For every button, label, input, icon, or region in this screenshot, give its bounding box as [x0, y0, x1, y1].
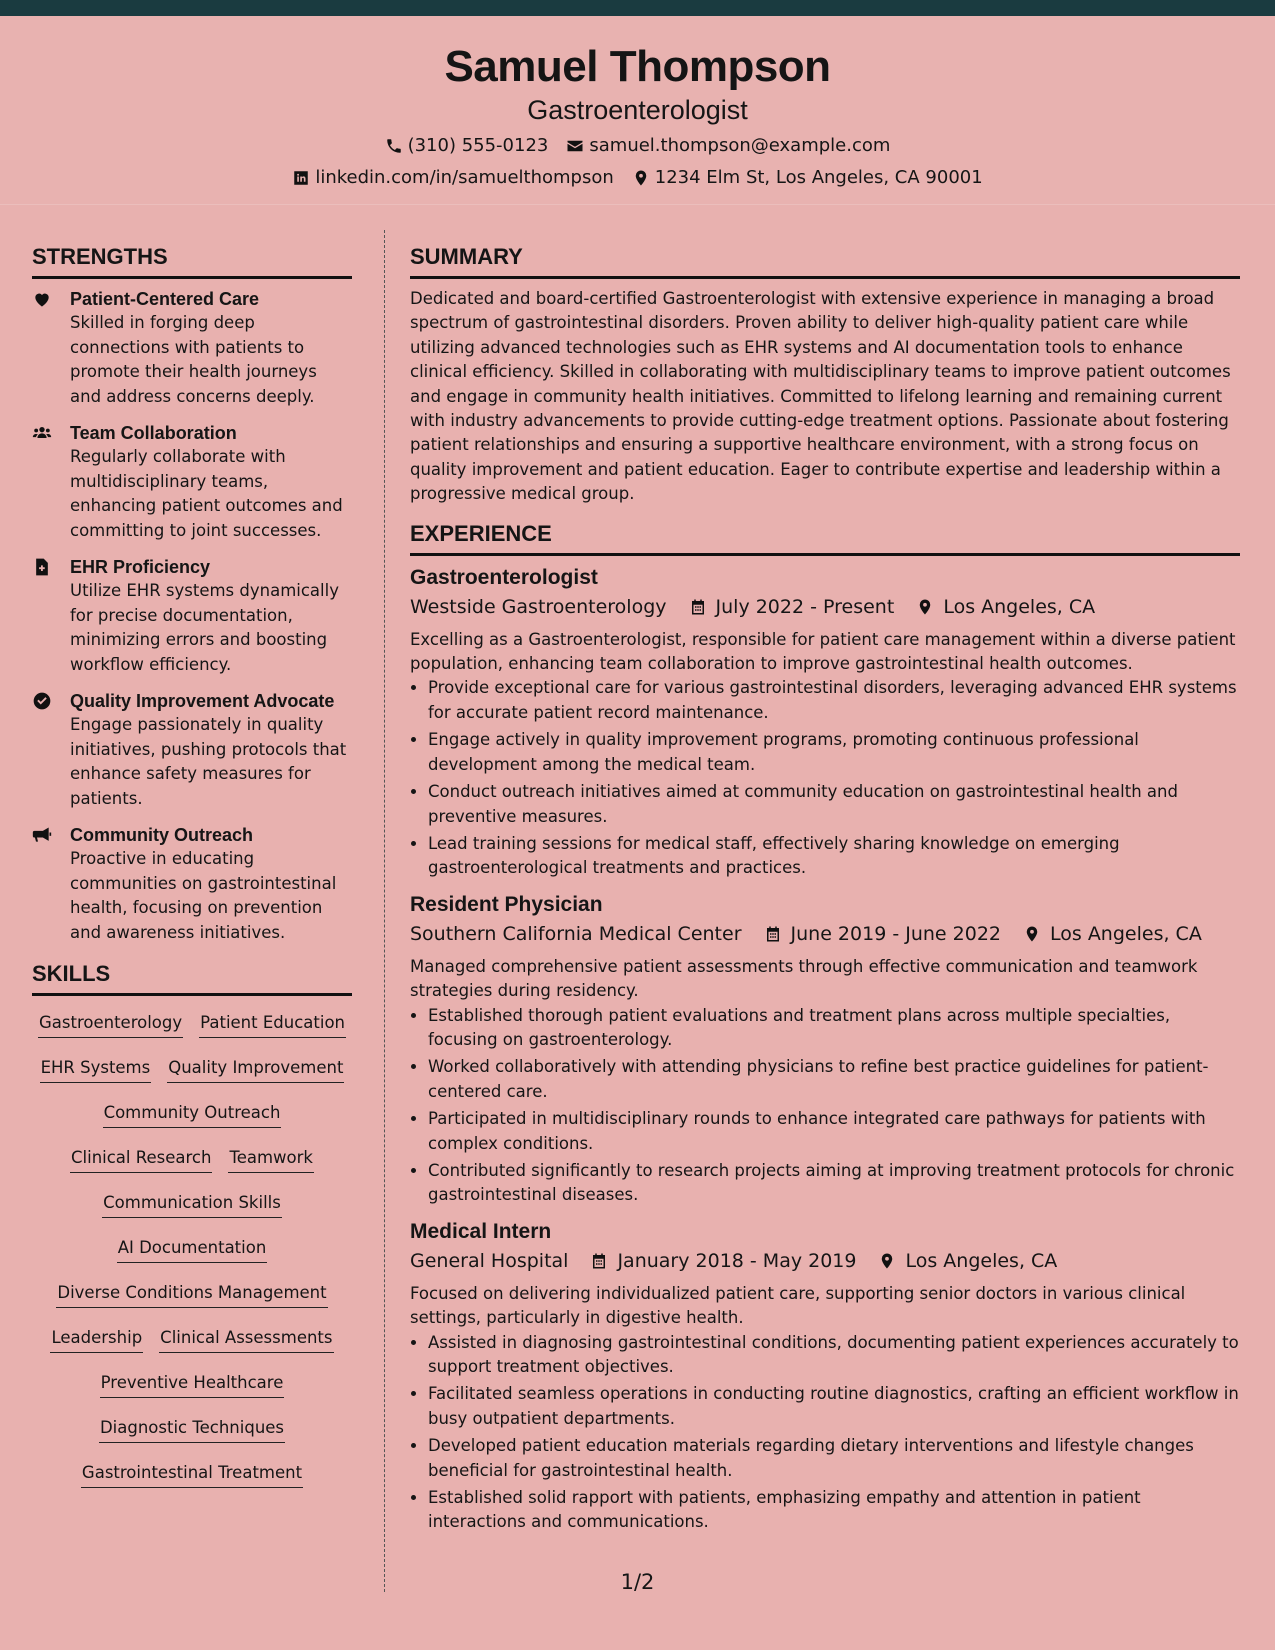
- strength-desc: Proactive in educating communities on gastrointestinal health, focusing on prevention and awareness initiatives.: [70, 849, 337, 942]
- candidate-title: Gastroenterologist: [527, 95, 748, 125]
- summary-text: Dedicated and board-certified Gastroenterologist with extensive experience in managing a broad spectrum of gastrointestinal disorders. Proven ability to deliver high-quality patient care while utilizing advanced technologies such as EHR systems and AI documentation tools to enhance clinical efficiency. Skilled in collaborating with multidisciplinary teams to improve patient outcomes and engage in community health initiatives. Committed to lifelong learning and remaining current with industry advancements to provide cutting-edge treatment options. Passionate about fostering patient relationships and ensuring a supportive healthcare environment, with a strong focus on quality improvement and patient education. Eager to contribute expertise and leadership within a progressive medical group.: [410, 289, 1231, 504]
- strength-item: [32, 555, 352, 677]
- skill-tag: Communication Skills: [102, 1190, 282, 1218]
- job-bullet: • Engage actively in quality improvement programs, promoting continuous professional development among the medical team.: [428, 728, 1240, 777]
- skill-tag: Clinical Assessments: [159, 1325, 333, 1353]
- job-bullet: • Contributed significantly to research projects aiming at improving treatment protocols for chronic gastrointestinal diseases.: [428, 1159, 1240, 1208]
- job-bullet: • Conduct outreach initiatives aimed at community education on gastrointestinal health and preventive measures.: [428, 780, 1240, 829]
- left-column: [32, 244, 352, 1505]
- skill-tag: Community Outreach: [103, 1100, 282, 1128]
- skill-tag: Gastroenterology: [38, 1010, 183, 1038]
- job-bullet: • Established solid rapport with patients, emphasizing empathy and attention in patient interactions and communications.: [428, 1486, 1240, 1535]
- candidate-name: Samuel Thompson: [444, 42, 831, 91]
- job-title: Gastroenterologist: [410, 565, 598, 589]
- strength-item: [32, 421, 352, 543]
- job-bullet: • Assisted in diagnosing gastrointestinal conditions, documenting patient experiences accurately to support treatment objectives.: [428, 1331, 1240, 1380]
- job-bullet: • Facilitated seamless operations in conducting routine diagnostics, crafting an efficient workflow in busy outpatient departments.: [428, 1382, 1240, 1431]
- job-dates: July 2022 - Present: [715, 595, 895, 618]
- job-bullet: • Lead training sessions for medical staff, effectively sharing knowledge on emerging gastroenterological treatments and practices.: [428, 832, 1240, 881]
- job-company: Westside Gastroenterology: [410, 595, 667, 618]
- calendar-icon: [764, 925, 782, 943]
- job-bullets: [410, 1004, 1240, 1208]
- contact-email[interactable]: [566, 134, 890, 158]
- job-dates: June 2019 - June 2022: [790, 922, 1001, 945]
- map-pin-icon: [916, 598, 934, 616]
- job-bullet: • Participated in multidisciplinary rounds to enhance integrated care pathways for patients with complex conditions.: [428, 1107, 1240, 1156]
- strength-title: EHR Proficiency: [70, 557, 211, 577]
- strength-title: Team Collaboration: [70, 423, 237, 443]
- skill-tag: Quality Improvement: [167, 1055, 344, 1083]
- job-entry: [410, 564, 1240, 881]
- job-bullet: • Provide exceptional care for various gastrointestinal disorders, leveraging advanced EHR systems for accurate patient record maintenance.: [428, 676, 1240, 725]
- linkedin-text: linkedin.com/in/samuelthompson: [315, 167, 614, 188]
- job-meta: [410, 919, 1240, 949]
- job-title: Resident Physician: [410, 892, 603, 916]
- skill-tag: Diagnostic Techniques: [99, 1415, 285, 1443]
- job-title: Medical Intern: [410, 1219, 552, 1243]
- strength-item: [32, 823, 352, 945]
- job-entry: [410, 1218, 1240, 1535]
- job-location: Los Angeles, CA: [905, 1249, 1058, 1272]
- page-number: 1/2: [620, 1570, 655, 1594]
- strength-desc: Regularly collaborate with multidisciplinary teams, enhancing patient outcomes and committing to joint successes.: [70, 447, 343, 540]
- job-description: Excelling as a Gastroenterologist, responsible for patient care management within a diverse patient population, enhancing team collaboration to improve gastrointestinal health outcomes.: [410, 629, 1236, 674]
- check-circle-icon: [32, 691, 52, 711]
- column-divider: [384, 230, 385, 1592]
- job-bullets: [410, 1331, 1240, 1535]
- job-meta: [410, 1246, 1240, 1276]
- skill-tag: Clinical Research: [70, 1145, 212, 1173]
- strength-title: Community Outreach: [70, 825, 254, 845]
- skill-tag: EHR Systems: [40, 1055, 152, 1083]
- strength-item: [32, 287, 352, 409]
- skill-tag: Teamwork: [228, 1145, 314, 1173]
- calendar-icon: [590, 1252, 608, 1270]
- contact-row-1: [0, 134, 1275, 158]
- experience-heading: EXPERIENCE: [410, 521, 1240, 556]
- job-description: Managed comprehensive patient assessments through effective communication and teamwork strategies during residency.: [410, 956, 1198, 1001]
- envelope-icon: [566, 137, 584, 155]
- contact-linkedin[interactable]: [292, 166, 613, 190]
- skills-list: [32, 1004, 352, 1505]
- users-icon: [32, 423, 52, 443]
- strength-item: [32, 689, 352, 811]
- linkedin-icon: [292, 169, 310, 187]
- calendar-icon: [689, 598, 707, 616]
- job-bullet: • Worked collaboratively with attending physicians to refine best practice guidelines for patient-centered care.: [428, 1055, 1240, 1104]
- skill-tag: Diverse Conditions Management: [56, 1280, 327, 1308]
- strength-desc: Engage passionately in quality initiatives, pushing protocols that enhance safety measures for patients.: [70, 715, 347, 808]
- phone-text: (310) 555-0123: [407, 135, 549, 156]
- skill-tag: Patient Education: [199, 1010, 346, 1038]
- file-medical-icon: [32, 557, 52, 577]
- job-entry: [410, 891, 1240, 1208]
- job-bullet: • Established thorough patient evaluations and treatment plans across multiple specialties, focusing on gastroenterology.: [428, 1004, 1240, 1053]
- contact-phone: [385, 134, 549, 158]
- map-pin-icon: [632, 169, 650, 187]
- strength-desc: Skilled in forging deep connections with patients to promote their health journeys and address concerns deeply.: [70, 313, 317, 406]
- job-bullet: • Developed patient education materials regarding dietary interventions and lifestyle changes beneficial for gastrointestinal health.: [428, 1434, 1240, 1483]
- heart-icon: [32, 289, 52, 309]
- job-meta: [410, 592, 1240, 622]
- skill-tag: Gastrointestinal Treatment: [81, 1460, 303, 1488]
- map-pin-icon: [878, 1252, 896, 1270]
- strength-title: Quality Improvement Advocate: [70, 691, 335, 711]
- skill-tag: Preventive Healthcare: [100, 1370, 285, 1398]
- contact-address: [632, 166, 983, 190]
- skills-heading: SKILLS: [32, 961, 352, 996]
- summary-heading: SUMMARY: [410, 244, 1240, 279]
- right-column: [410, 244, 1240, 1545]
- job-description: Focused on delivering individualized patient care, supporting senior doctors in various clinical settings, particularly in digestive health.: [410, 1283, 1186, 1328]
- job-location: Los Angeles, CA: [1050, 922, 1202, 945]
- strength-desc: Utilize EHR systems dynamically for precise documentation, minimizing errors and boosting workflow efficiency.: [70, 581, 339, 674]
- map-pin-icon: [1023, 925, 1041, 943]
- strength-title: Patient-Centered Care: [70, 289, 260, 309]
- address-text: 1234 Elm St, Los Angeles, CA 90001: [654, 167, 983, 188]
- skill-tag: Leadership: [50, 1325, 143, 1353]
- phone-icon: [385, 137, 403, 155]
- contact-row-2: [0, 166, 1275, 190]
- job-company: Southern California Medical Center: [410, 922, 742, 945]
- strengths-heading: STRENGTHS: [32, 244, 352, 279]
- resume-header: [0, 16, 1275, 205]
- skill-tag: AI Documentation: [117, 1235, 268, 1263]
- top-accent-bar: [0, 0, 1275, 16]
- email-text: samuel.thompson@example.com: [589, 135, 891, 156]
- bullhorn-icon: [32, 825, 52, 845]
- job-location: Los Angeles, CA: [943, 595, 1096, 618]
- job-company: General Hospital: [410, 1249, 569, 1272]
- job-bullets: [410, 676, 1240, 880]
- job-dates: January 2018 - May 2019: [617, 1249, 857, 1272]
